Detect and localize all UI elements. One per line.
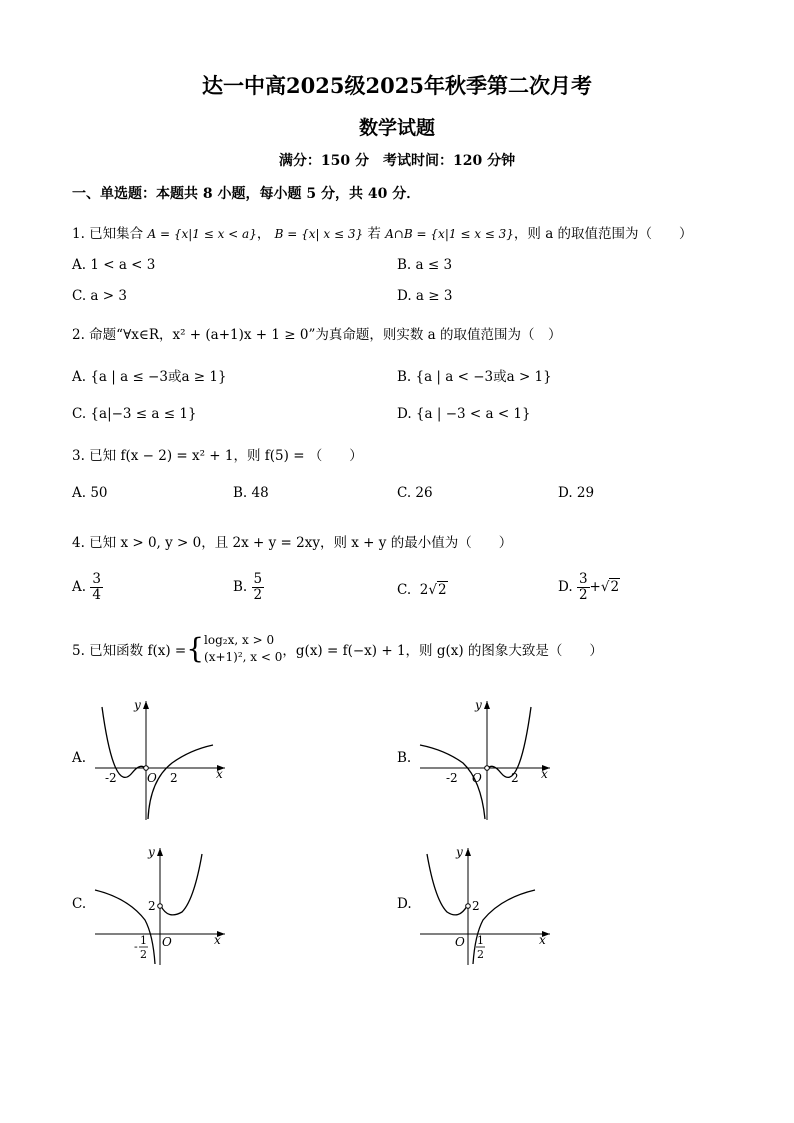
graph-d-x-label: x <box>539 933 546 947</box>
graph-a-y-label: y <box>134 698 141 712</box>
graph-c-y-arrow <box>157 848 163 856</box>
q1-set-b: B = {x| x ≤ 3} <box>274 227 364 241</box>
graph-d-y-label: y <box>456 845 463 859</box>
q4-label-d: D. <box>558 578 573 595</box>
q4-d-numerator: 3 <box>578 571 588 587</box>
question-3-stem: 3. 已知 f(x − 2) = x² + 1，则 f(5) = （ ） <box>72 448 363 464</box>
q3-option-d: D. 29 <box>558 485 595 501</box>
graph-c-x-label: x <box>214 933 221 947</box>
graph-b-right-curve <box>488 707 531 777</box>
graph-a-origin: O <box>147 771 157 785</box>
question-5-stem <box>72 632 603 666</box>
q4-label-b: B. <box>233 578 248 595</box>
q1-option-d: D. a ≥ 3 <box>397 288 453 304</box>
graph-b <box>415 695 560 825</box>
q4-d-radicand: 2 <box>610 578 620 595</box>
q1-mid: 若 <box>367 226 381 242</box>
graph-b-y-arrow <box>484 701 490 709</box>
q1-option-b: B. a ≤ 3 <box>397 257 453 273</box>
q1-option-c: C. a > 3 <box>72 288 127 304</box>
graph-d-y-arrow <box>465 848 471 856</box>
q2-option-d: D. {a | −3 < a < 1} <box>397 406 531 422</box>
q4-a-denominator: 4 <box>92 586 101 603</box>
q4-label-c: C. <box>397 582 412 598</box>
section-heading: 一、单选题：本题共 8 小题，每小题 5 分，共 40 分． <box>72 186 421 202</box>
exam-info: 满分：150 分 考试时间：120 分钟 <box>278 153 516 169</box>
exam-title: 达一中高2025级2025年秋季第二次月考 <box>202 73 592 98</box>
q1-option-a: A. 1 < a < 3 <box>72 257 156 273</box>
question-4-stem: 4. 已知 x > 0, y > 0，且 2x + y = 2xy，则 x + y 的最小值为（ ） <box>72 535 513 551</box>
graph-d-origin: O <box>455 935 465 949</box>
graph-b-tick-neg2: -2 <box>446 771 458 785</box>
graph-d-half-den: 2 <box>477 948 484 961</box>
graph-a-left-curve <box>102 707 145 777</box>
q5-prefix: 5. 已知函数 f(x) = <box>72 642 187 659</box>
q1-condition: A∩B = {x|1 ≤ x ≤ 3} <box>385 227 514 241</box>
q4-d-fraction <box>577 572 590 603</box>
graph-a-tick-2: 2 <box>170 771 178 785</box>
graph-c-half-den: 2 <box>140 948 147 961</box>
graph-d-open-point <box>466 904 471 909</box>
question-1-stem: 1. 已知集合 A = {x|1 ≤ x < a}， B = {x| x ≤ 3} 若 A∩B = {x|1 ≤ x ≤ 3}，则 a 的取值范围为（ ） <box>72 226 693 242</box>
graph-b-open-point <box>485 766 490 771</box>
q5-label-b: B. <box>397 750 412 766</box>
graph-d-tick-2: 2 <box>472 899 480 913</box>
graph-b-x-label: x <box>541 767 548 781</box>
graph-b-origin: O <box>472 771 482 785</box>
q2-option-c: C. {a|−3 ≤ a ≤ 1} <box>72 406 197 422</box>
graph-d <box>415 840 560 970</box>
q4-c-coef: 2 <box>419 582 429 598</box>
graph-a-right-curve <box>148 745 213 819</box>
graph-c-y-label: y <box>148 845 155 859</box>
q5-suffix: ，g(x) = f(−x) + 1，则 g(x) 的图象大致是（ ） <box>282 642 603 659</box>
graph-c-right-curve <box>161 854 202 915</box>
graph-a-open-point <box>144 766 149 771</box>
q3-option-c: C. 26 <box>397 485 433 501</box>
q1-prefix: 1. 已知集合 <box>72 226 144 242</box>
q1-suffix: ，则 a 的取值范围为（ ） <box>513 226 693 242</box>
q3-option-b: B. 48 <box>233 485 269 501</box>
q4-option-b <box>233 572 264 603</box>
q4-option-d: D. $\frac{3}{2}$ +√2 <box>558 571 620 603</box>
q4-a-fraction <box>90 572 103 603</box>
q5-label-d: D. <box>397 896 412 912</box>
q4-d-denominator: 2 <box>578 586 588 603</box>
graph-d-half-num: 1 <box>477 934 484 947</box>
graph-a <box>90 695 235 825</box>
graph-c <box>90 840 235 970</box>
q4-b-numerator: 5 <box>253 571 263 587</box>
q5-case-2: (x+1)², x < 0 <box>204 649 283 664</box>
q4-b-denominator: 2 <box>253 586 263 603</box>
graph-a-x-label: x <box>216 767 223 781</box>
graph-b-y-label: y <box>475 698 482 712</box>
q4-a-numerator: 3 <box>92 571 101 587</box>
q5-piecewise <box>204 632 282 666</box>
question-2-stem: 2. 命题“∀x∈R，x² + (a+1)x + 1 ≥ 0”为真命题，则实数 a 的取值范围为（ ） <box>72 327 562 343</box>
graph-c-half-num: 1 <box>140 934 147 947</box>
q5-label-c: C. <box>72 896 87 912</box>
q1-set-a: A = {x|1 ≤ x < a} <box>147 227 257 241</box>
graph-c-neg-sign: - <box>134 940 138 953</box>
graph-a-y-arrow <box>143 701 149 709</box>
graph-d-left-curve <box>427 854 467 915</box>
q4-d-plus: + <box>589 578 601 595</box>
graph-c-tick-2: 2 <box>148 899 156 913</box>
graph-c-open-point <box>158 904 163 909</box>
q5-label-a: A. <box>72 750 87 766</box>
q5-brace: { <box>186 631 205 665</box>
graph-b-tick-2: 2 <box>511 771 519 785</box>
q4-label-a: A. <box>72 578 87 595</box>
q2-option-b: B. {a | a < −3或a > 1} <box>397 369 552 385</box>
q3-option-a: A. 50 <box>72 485 108 501</box>
q4-option-c: C. 2√2 <box>397 582 447 598</box>
q4-option-a <box>72 572 103 603</box>
graph-c-origin: O <box>162 935 172 949</box>
q5-case-1: log₂x, x > 0 <box>204 633 275 647</box>
exam-subject: 数学试题 <box>358 117 435 139</box>
q4-c-radicand: 2 <box>437 582 447 598</box>
graph-a-tick-neg2: -2 <box>105 771 117 785</box>
q4-b-fraction <box>252 572 265 603</box>
q2-option-a: A. {a | a ≤ −3或a ≥ 1} <box>72 369 227 385</box>
